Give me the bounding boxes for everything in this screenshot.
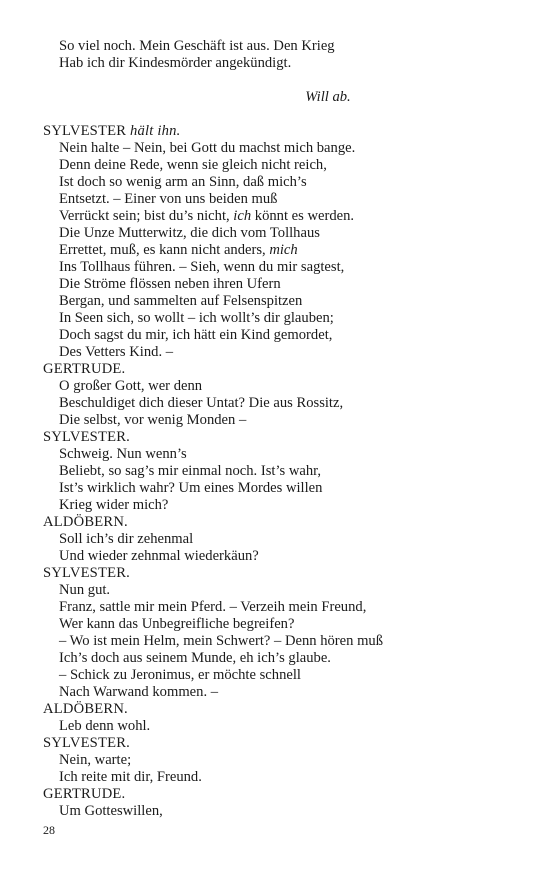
verse-line [43,174,523,191]
text-segment: GERTRUDE. [43,361,126,377]
verse-line [43,667,523,684]
text-segment: Ich’s doch aus seinem Munde, eh ich’s glaube. [59,650,331,666]
verse-line [43,752,523,769]
text-segment: Beschuldiget dich dieser Untat? Die aus Rossitz, [59,395,344,411]
text-segment: – Schick zu Jeronimus, er möchte schnell [59,667,301,683]
text-segment: Die selbst, vor wenig Monden – [59,412,247,428]
verse-line [43,463,523,480]
verse-line [43,225,523,242]
text-segment: könnt es werden. [251,208,355,224]
text-segment: SYLVESTER [43,123,131,139]
line-gap [43,72,523,89]
verse-line [43,412,523,429]
verse-line [43,293,523,310]
verse-line [43,616,523,633]
text-segment: SYLVESTER. [43,565,131,581]
play-text [43,38,523,820]
italic-segment: ich [233,208,252,224]
verse-line [43,633,523,650]
text-segment: Schweig. Nun wenn’s [59,446,187,462]
text-segment: Denn deine Rede, wenn sie gleich nicht reich, [59,157,327,173]
verse-line [43,310,523,327]
text-segment: Krieg wider mich? [59,497,169,513]
speaker-name [43,786,523,803]
speaker-name [43,361,523,378]
verse-line [43,191,523,208]
text-segment: Nach Warwand kommen. – [59,684,219,700]
speaker-name [43,735,523,752]
text-segment: So viel noch. Mein Geschäft ist aus. Den Krieg [59,38,335,54]
text-segment: Soll ich’s dir zehenmal [59,531,194,547]
verse-line [43,55,523,72]
text-segment: Leb denn wohl. [59,718,151,734]
text-segment: ALDÖBERN. [43,701,128,717]
verse-line [43,259,523,276]
text-segment: – Wo ist mein Helm, mein Schwert? – Denn hören muß [59,633,384,649]
text-segment: Nein, warte; [59,752,132,768]
verse-line [43,38,523,55]
speaker-name [43,701,523,718]
verse-line [43,803,523,820]
page-number: 28 [43,823,55,837]
verse-line [43,140,523,157]
italic-segment: Will ab. [305,89,351,105]
text-segment: Doch sagst du mir, ich hätt ein Kind gemordet, [59,327,333,343]
verse-line [43,344,523,361]
text-segment: Und wieder zehnmal wiederkäun? [59,548,259,564]
verse-line [43,548,523,565]
text-segment: Beliebt, so sag’s mir einmal noch. Ist’s wahr, [59,463,322,479]
stage-direction [43,89,523,106]
verse-line [43,327,523,344]
verse-line [43,582,523,599]
text-segment: SYLVESTER. [43,429,131,445]
text-segment: Ich reite mit dir, Freund. [59,769,202,785]
italic-segment: mich [269,242,298,258]
verse-line [43,157,523,174]
speaker-name [43,123,523,140]
text-segment: GERTRUDE. [43,786,126,802]
speaker-name [43,429,523,446]
verse-line [43,446,523,463]
verse-line [43,650,523,667]
text-segment: In Seen sich, so wollt – ich wollt’s dir glauben; [59,310,334,326]
text-segment: Des Vetters Kind. – [59,344,174,360]
verse-line [43,208,523,225]
text-segment: Entsetzt. – Einer von uns beiden muß [59,191,278,207]
verse-line [43,497,523,514]
italic-segment: hält ihn. [130,123,181,139]
text-segment: SYLVESTER. [43,735,131,751]
verse-line [43,769,523,786]
verse-line [43,531,523,548]
text-segment: Ist doch so wenig arm an Sinn, daß mich’s [59,174,307,190]
verse-line [43,276,523,293]
text-segment: Wer kann das Unbegreifliche begreifen? [59,616,295,632]
text-segment: Verrückt sein; bist du’s nicht, [59,208,234,224]
text-segment: Nein halte – Nein, bei Gott du machst mich bange. [59,140,356,156]
text-segment: Ist’s wirklich wahr? Um eines Mordes willen [59,480,323,496]
verse-line [43,480,523,497]
text-segment: Errettet, muß, es kann nicht anders, [59,242,270,258]
text-segment: Die Unze Mutterwitz, die dich vom Tollhaus [59,225,320,241]
verse-line [43,378,523,395]
text-segment: ALDÖBERN. [43,514,128,530]
text-segment: Hab ich dir Kindesmörder angekündigt. [59,55,292,71]
text-segment: Nun gut. [59,582,111,598]
verse-line [43,684,523,701]
text-segment: O großer Gott, wer denn [59,378,203,394]
verse-line [43,395,523,412]
speaker-name [43,514,523,531]
speaker-name [43,565,523,582]
text-segment: Ins Tollhaus führen. – Sieh, wenn du mir sagtest, [59,259,345,275]
text-segment: Die Ströme flössen neben ihren Ufern [59,276,281,292]
text-segment: Bergan, und sammelten auf Felsenspitzen [59,293,303,309]
verse-line [43,718,523,735]
verse-line [43,599,523,616]
verse-line [43,242,523,259]
line-gap [43,106,523,123]
text-segment: Um Gotteswillen, [59,803,163,819]
text-segment: Franz, sattle mir mein Pferd. – Verzeih mein Freund, [59,599,367,615]
